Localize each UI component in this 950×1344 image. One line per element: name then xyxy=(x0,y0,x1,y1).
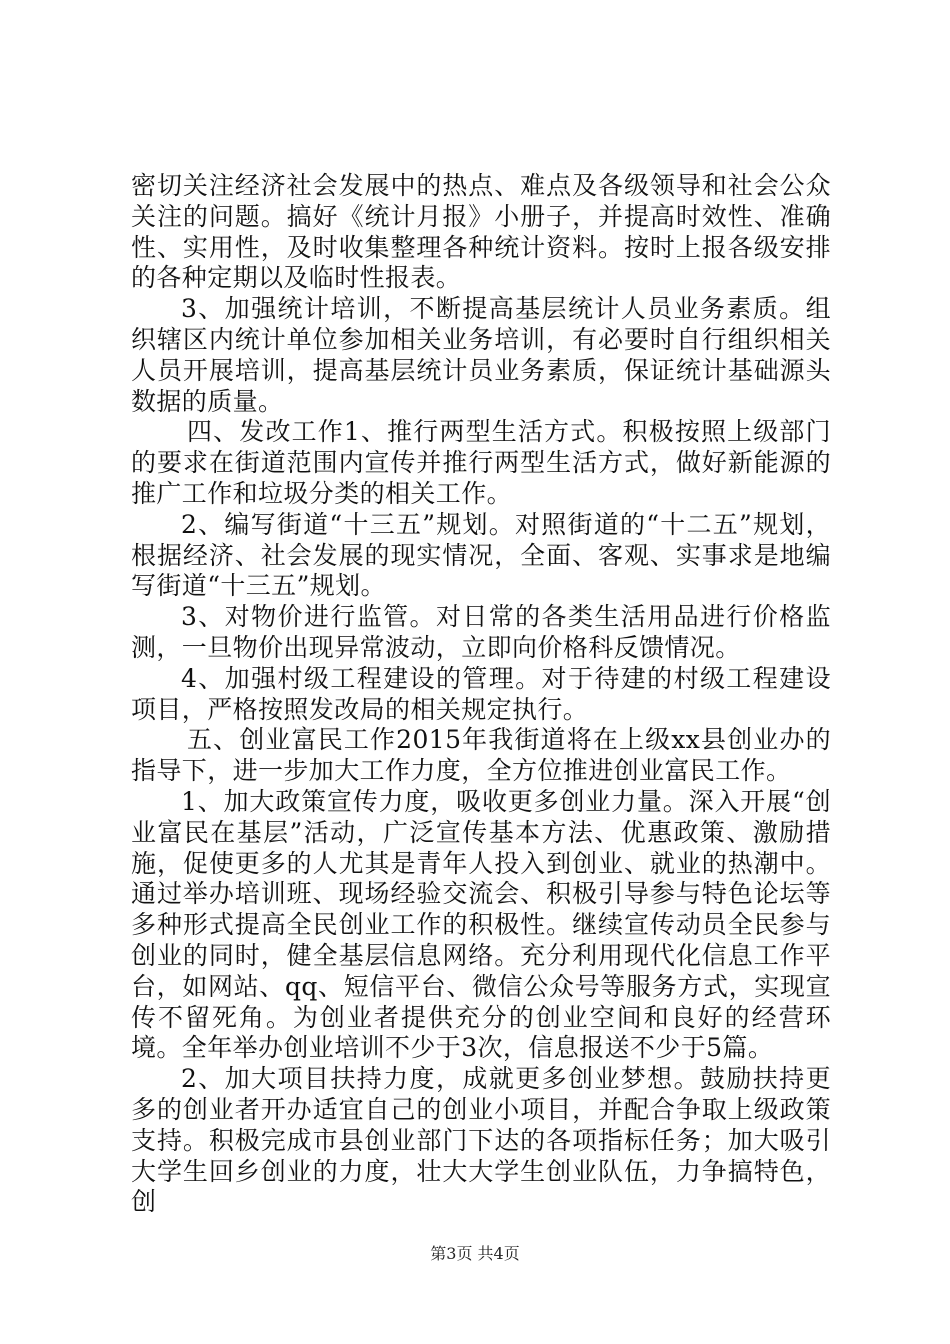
paragraph-entrepreneurship-heading: 五、创业富民工作2015年我街道将在上级xx县创业办的指导下，进一步加大工作力度，全方位推进创业富民工作。 xyxy=(131,725,831,786)
paragraph-statistics-reporting: 密切关注经济社会发展中的热点、难点及各级领导和社会公众关注的问题。搞好《统计月报》小册子，并提高时效性、准确性、实用性，及时收集整理各种统计资料。按时上报各级安排的各种定期以及临时性报表。 xyxy=(131,171,831,293)
page-number-footer: 第3页 共4页 xyxy=(430,1244,520,1263)
document-body xyxy=(131,171,831,1218)
paragraph-price-supervision: 3、对物价进行监管。对日常的各类生活用品进行价格监测，一旦物价出现异常波动，立即向价格科反馈情况。 xyxy=(131,602,831,662)
paragraph-development-reform: 四、发改工作1、推行两型生活方式。积极按照上级部门的要求在街道范围内宣传并推行两型生活方式，做好新能源的推广工作和垃圾分类的相关工作。 xyxy=(131,417,831,508)
paragraph-five-year-plan: 2、编写街道“十三五”规划。对照街道的“十二五”规划，根据经济、社会发展的现实情况，全面、客观、实事求是地编写街道“十三五”规划。 xyxy=(131,509,831,601)
paragraph-village-projects: 4、加强村级工程建设的管理。对于待建的村级工程建设项目，严格按照发改局的相关规定执行。 xyxy=(131,663,831,724)
paragraph-policy-promotion: 1、加大政策宣传力度，吸收更多创业力量。深入开展“创业富民在基层”活动，广泛宣传基本方法、优惠政策、激励措施，促使更多的人尤其是青年人投入到创业、就业的热潮中。通过举办培训班、现场经验交流会、积极引导参与特色论坛等多种形式提高全民创业工作的积极性。继续宣传动员全民参与创业的同时，健全基层信息网络。充分利用现代化信息工作平台，如网站、qq、短信平台、微信公众号等服务方式，实现宣传不留死角。为创业者提供充分的创业空间和良好的经营环境。全年举办创业培训不少于3次，信息报送不少于5篇。 xyxy=(131,786,831,1063)
paragraph-project-support: 2、加大项目扶持力度，成就更多创业梦想。鼓励扶持更多的创业者开办适宜自己的创业小项目，并配合争取上级政策支持。积极完成市县创业部门下达的各项指标任务；加大吸引大学生回乡创业的力度，壮大大学生创业队伍，力争搞特色，创 xyxy=(131,1064,831,1217)
paragraph-statistics-training: 3、加强统计培训，不断提高基层统计人员业务素质。组织辖区内统计单位参加相关业务培训，有必要时自行组织相关人员开展培训，提高基层统计员业务素质，保证统计基础源头数据的质量。 xyxy=(131,294,831,416)
